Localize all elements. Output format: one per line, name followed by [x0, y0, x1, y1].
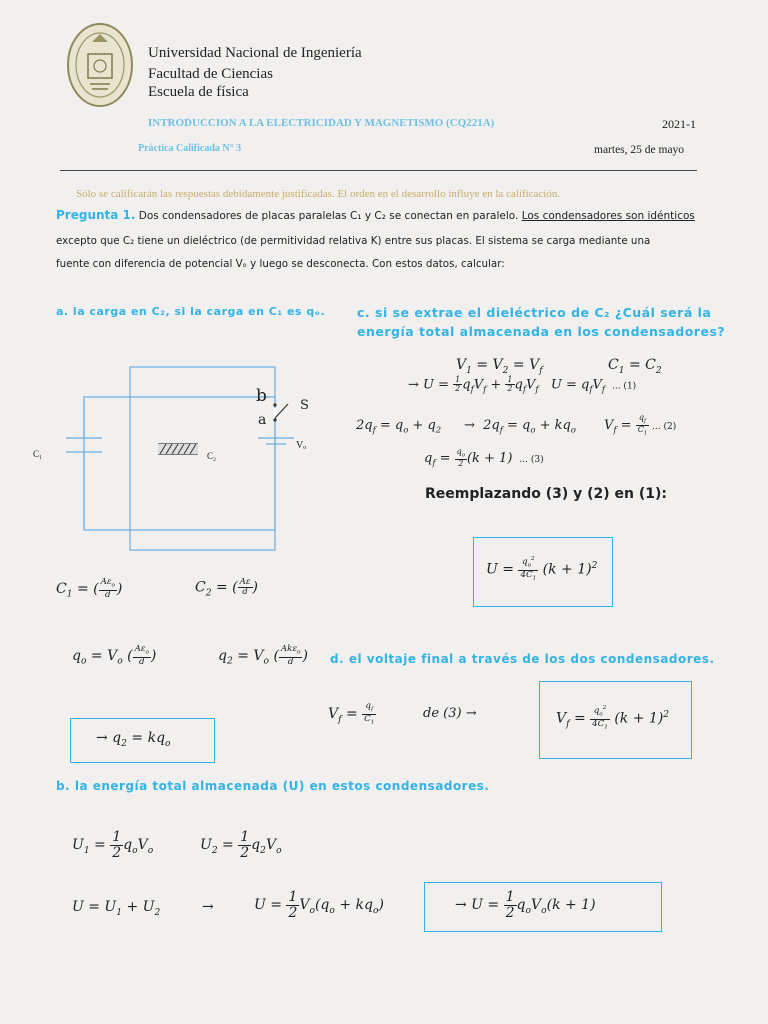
eq-u1: $U_1$ = $\frac{1}{2}$ $q_oV_o$	[72, 829, 154, 861]
instructions: Sólo se calificarán las respuestas debidamente justificadas. El orden en el desarrollo influye en la calificación.	[76, 188, 561, 200]
question-label: Pregunta 1.	[56, 208, 136, 222]
school-name: Escuela de física	[148, 84, 249, 100]
eq-u-expanded: U = $\frac{1}{2}$ $V_o(q_o + kq_o)$	[254, 889, 384, 921]
switch-a-label: a	[258, 412, 267, 428]
eq-vf-result: $V_f$ = $\frac{q_o^2}{4C_1}$ $(k + 1)^2$	[556, 705, 670, 731]
c2-label: C₂	[207, 451, 217, 461]
header-divider	[60, 170, 697, 171]
question-text-1: Dos condensadores de placas paralelas C₁ y C₂ se conectan en paralelo.	[138, 210, 519, 222]
switch-b-label: b	[256, 386, 267, 406]
question-line-3: fuente con diferencia de potencial Vₒ y luego se desconecta. Con estos datos, calcular:	[56, 258, 505, 270]
eq-q2-result: → $q_2 = kq_o$	[96, 730, 171, 749]
course-title: INTRODUCCION A LA ELECTRICIDAD Y MAGNETISMO (CQ221A)	[148, 117, 495, 129]
question-line-1	[56, 208, 695, 222]
from-3-text: de (3) →	[423, 706, 477, 721]
part-a-title: a. la carga en C₂, si la carga en C₁ es qₒ.	[56, 305, 326, 318]
university-seal	[66, 22, 134, 108]
eq-2: $V_f$ = $\frac{q_f}{C_1}$ ... (2)	[604, 413, 677, 437]
eq-v-equal: $V_1 = V_2 = V_f$	[456, 357, 543, 376]
arrow-b: →	[202, 899, 214, 915]
part-c-title-1: c. si se extrae el dieléctrico de C₂ ¿Cuál será la	[357, 305, 712, 320]
eq-c-equal: $C_1 = C_2$	[608, 357, 662, 376]
term: 2021-1	[662, 117, 696, 131]
eq-u-result: → U = $\frac{1}{2}$ $q_oV_o(k + 1)$	[455, 889, 596, 921]
eq-c1: $C_1$ = ( $\frac{A\varepsilon_o}{d}$ )	[56, 577, 123, 600]
eq-1: → U = $\frac{1}{2}$ $q_fV_f$ + $\frac{1}{2}$ $q_fV_f$ $U = q_fV_f$ ... (1)	[408, 375, 637, 395]
part-d-title: d. el voltaje final a través de los dos condensadores.	[330, 652, 715, 666]
part-b-title: b. la energía total almacenada (U) en estos condensadores.	[56, 779, 490, 793]
part-c-title-2: energía total almacenada en los condensadores?	[357, 324, 726, 339]
c1-label: C₁	[33, 449, 43, 459]
switch-s-label: S	[300, 398, 309, 413]
question-line-2: excepto que C₂ tiene un dieléctrico (de permitividad relativa K) entre sus placas. El sistema se carga mediante una	[56, 235, 651, 247]
vo-label: Vₒ	[296, 440, 307, 451]
university-name: Universidad Nacional de Ingeniería	[148, 45, 362, 61]
eq-3: $q_f$ = $\frac{q_o}{2}$ (k + 1) ... (3)	[424, 447, 544, 469]
question-text-underlined: Los condensadores son idénticos	[521, 210, 695, 222]
eq-u-sum: $U = U_1 + U_2$	[72, 899, 161, 918]
eq-c2: $C_2$ = ( $\frac{A\varepsilon}{d}$ )	[195, 577, 258, 599]
circuit-diagram	[30, 360, 330, 560]
eq-q2: $q_2 = V_o$ ( $\frac{Ak\varepsilon_o}{d}$ )	[218, 644, 308, 667]
eq-u2: $U_2$ = $\frac{1}{2}$ $q_2V_o$	[200, 829, 282, 861]
replace-text: Reemplazando (3) y (2) en (1):	[425, 486, 667, 502]
eq-qo: $q_o = V_o$ ( $\frac{A\varepsilon_o}{d}$ )	[72, 644, 157, 667]
eq-charge-cons-2: → $2q_f = q_o + kq_o$	[464, 418, 576, 435]
faculty-name: Facultad de Ciencias	[148, 66, 273, 82]
exam-date: martes, 25 de mayo	[594, 144, 685, 156]
exam-title: Práctica Calificada N° 3	[138, 143, 242, 154]
eq-u-final: U = $\frac{q_o^2}{4C_1}$ $(k + 1)^2$	[486, 556, 598, 582]
eq-vf-def: $V_f$ = $\frac{q_f}{C_1}$	[328, 701, 375, 726]
eq-charge-cons: $2q_f = q_o + q_2$	[356, 418, 442, 435]
